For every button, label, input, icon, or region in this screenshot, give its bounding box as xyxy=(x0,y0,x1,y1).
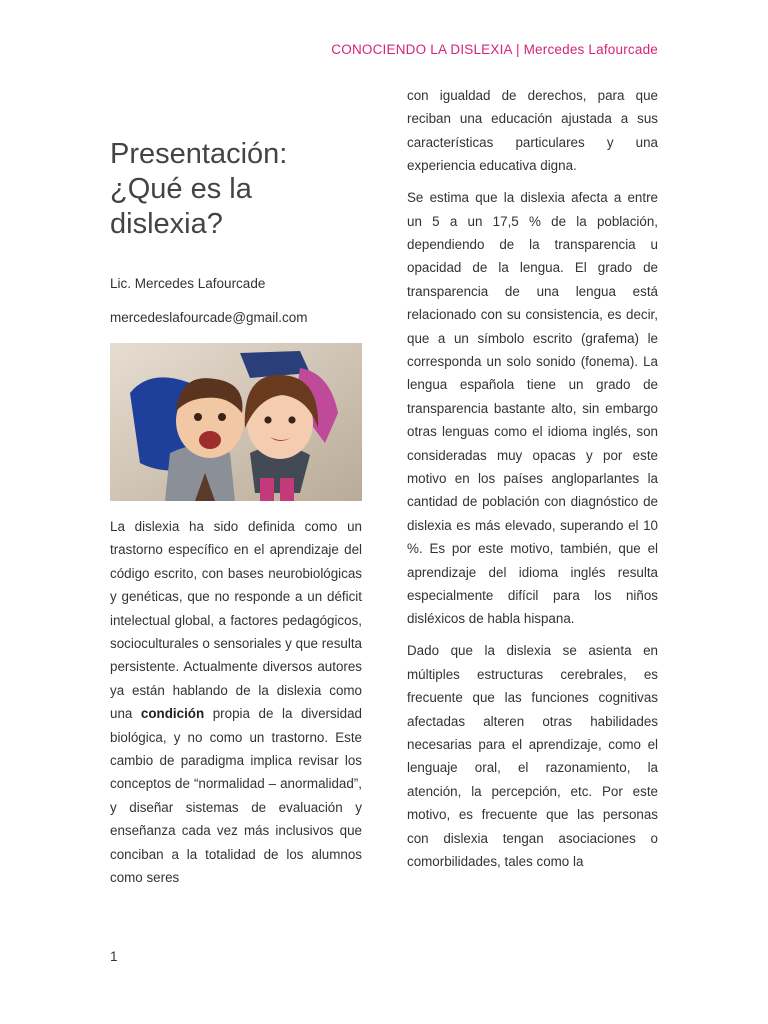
author-name: Lic. Mercedes Lafourcade xyxy=(110,276,266,291)
comorbidity-paragraph: Dado que la dislexia se asienta en múltiples estructuras cerebrales, es frecuente que las funciones cognitivas afectadas alteren otras habilidades necesarias para el aprendizaje, como el lenguaje oral, el razonamiento, la atención, la percepción, etc. Por este motivo, es frecuente que las personas con dislexia tengan asociaciones o comorbilidades, tales como la xyxy=(407,643,658,869)
intro-text-a: La dislexia ha sido definida como un trastorno específico en el aprendizaje del código escrito, con bases neurobiológicas y genéticas, que no responde a un déficit intelectual global, a factores pedagógicos, socioculturales o sensoriales y que resulta persistente. Actualmente diversos autores ya están hablando de la dislexia como una xyxy=(110,519,362,722)
page-title xyxy=(110,137,360,242)
left-text-column xyxy=(110,515,362,890)
prevalence-paragraph: Se estima que la dislexia afecta a entre un 5 a un 17,5 % de la población, dependiendo de la transparencia u opacidad de la lengua. El grado de transparencia de una lengua está relacionado con su consistencia, es decir, que a un símbolo escrito (grafema) le corresponda un solo sonido (fonema). La lengua española tiene un grado de transparencia bastante alto, sin embargo otras lenguas como el idioma inglés, son consideradas muy opacas y por este motivo en los países angloparlantes la cantidad de población con diagnóstico de dislexia es más elevado, superando el 10 %. Es por este motivo, también, que el aprendizaje del idioma inglés resulta especialmente difícil para los niños disléxicos de habla hispana. xyxy=(407,190,658,627)
children-photo-illustration xyxy=(110,343,362,501)
author-email: mercedeslafourcade@gmail.com xyxy=(110,310,308,325)
title-line-2: ¿Qué es la xyxy=(110,173,252,205)
right-text-column xyxy=(407,84,658,873)
running-header: CONOCIENDO LA DISLEXIA | Mercedes Lafourcade xyxy=(331,42,658,57)
intro-bold-term: condición xyxy=(140,706,205,722)
continuation-paragraph: con igualdad de derechos, para que reciban una educación ajustada a sus características particulares y una experiencia educativa digna. xyxy=(407,88,658,174)
intro-text-b: propia de la diversidad biológica, y no como un trastorno. Este cambio de paradigma implica revisar los conceptos de “normalidad – anormalidad”, y diseñar sistemas de evaluación y enseñanza cada vez más inclusivos que conciban a la totalidad de los alumnos como seres xyxy=(110,706,363,886)
intro-paragraph xyxy=(110,515,362,890)
page-number: 1 xyxy=(110,949,118,964)
children-photo xyxy=(110,343,362,501)
title-line-1: Presentación: xyxy=(110,138,288,170)
title-line-3: dislexia? xyxy=(110,208,223,240)
